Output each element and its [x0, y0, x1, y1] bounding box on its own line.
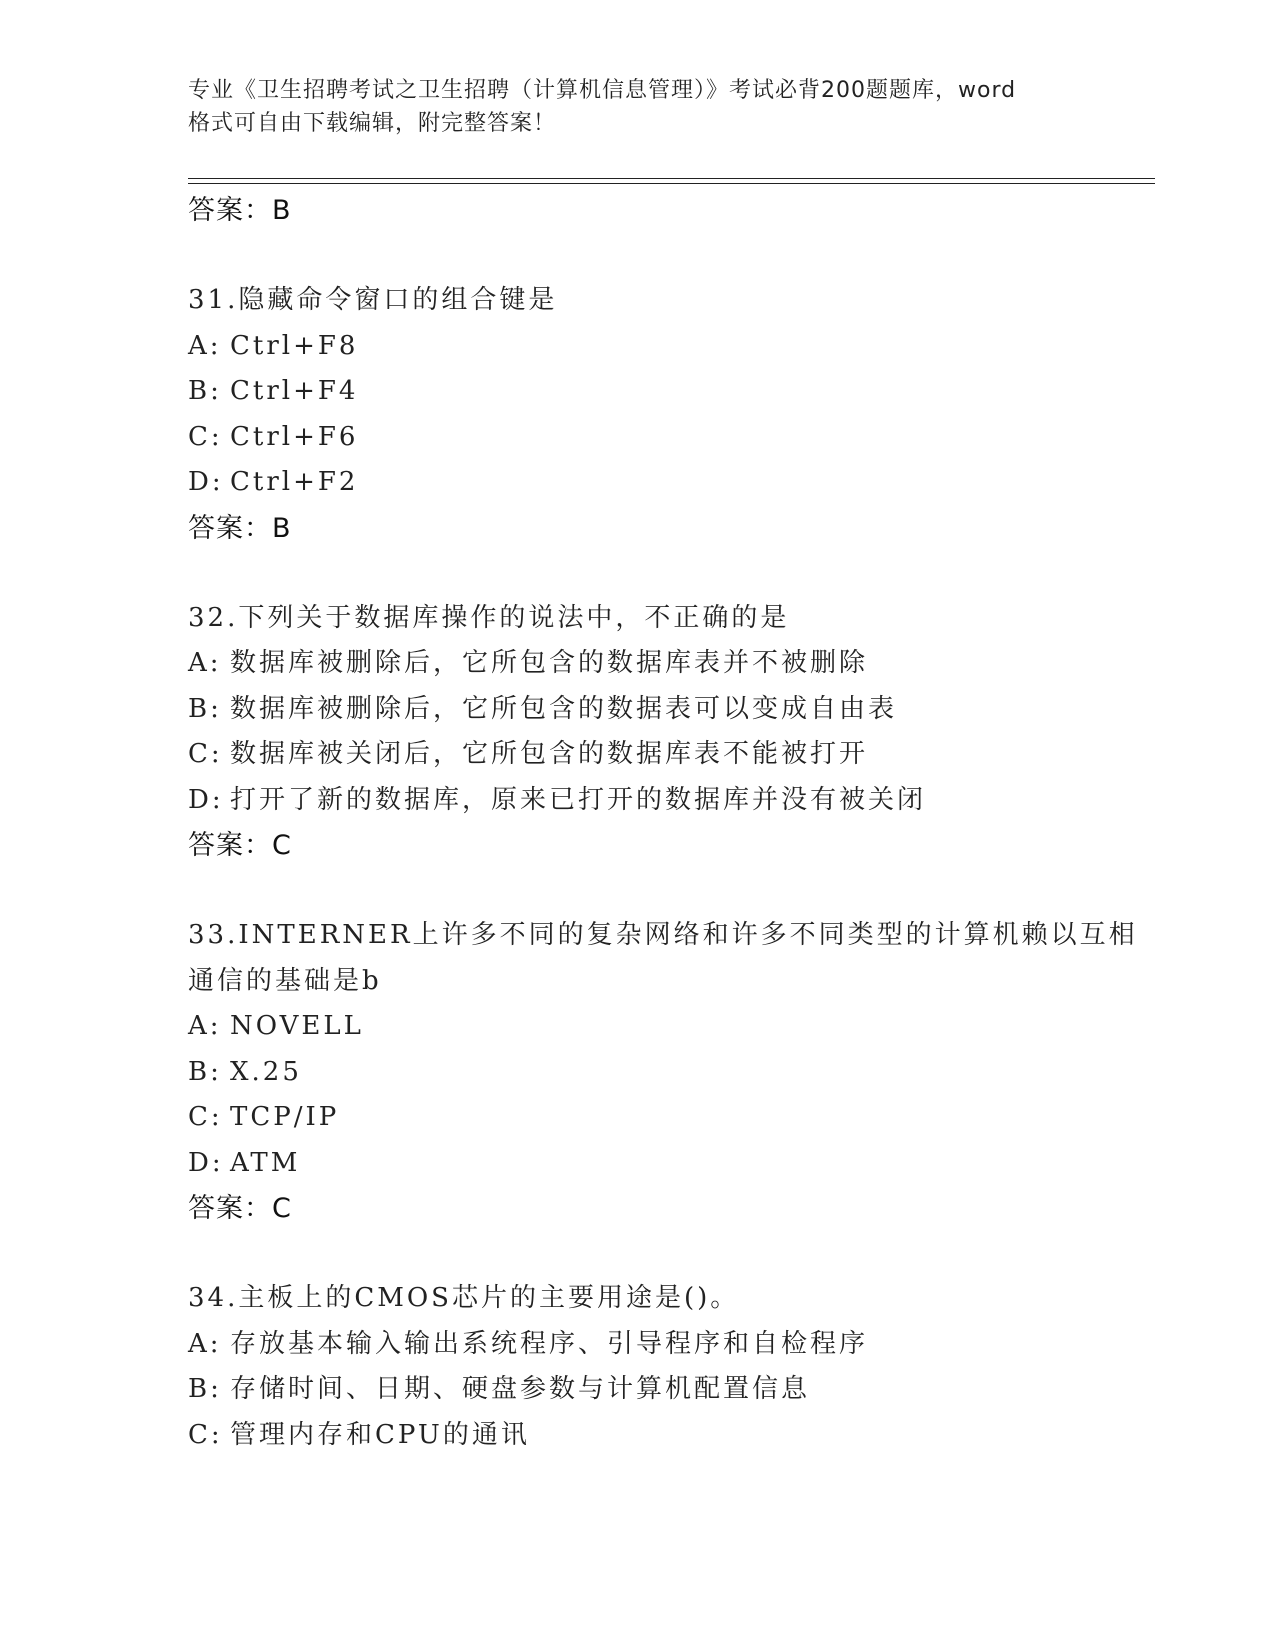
option-key: A: [188, 1328, 222, 1359]
option-b [188, 369, 1148, 415]
answer-label: 答案：B [188, 512, 292, 544]
answer-label: 答案：C [188, 830, 292, 861]
option-text: 数据库被删除后，它所包含的数据库表并不被删除 [230, 648, 869, 678]
spacer [188, 552, 1148, 596]
question-stem: 34.主板上的CMOS芯片的主要用途是()。 [188, 1283, 740, 1313]
option-text: 数据库被删除后，它所包含的数据表可以变成自由表 [230, 693, 898, 724]
option-text: Ctrl+F2 [230, 467, 359, 497]
option-key: D: [188, 467, 224, 497]
option-a [188, 324, 1148, 370]
option-a [188, 1322, 1148, 1368]
option-text: NOVELL [230, 1011, 364, 1041]
option-d [188, 1141, 1148, 1187]
spacer [188, 869, 1148, 913]
option-c [188, 1413, 1148, 1459]
question-stem: 33.INTERNER上许多不同的复杂网络和许多不同类型的计算机赖以互相 [188, 920, 1138, 950]
question-stem: 31.隐藏命令窗口的组合键是 [188, 285, 558, 315]
answer-label: 答案：B [188, 195, 292, 226]
option-text: 存放基本输入输出系统程序、引导程序和自检程序 [230, 1328, 869, 1359]
document-header [188, 74, 1088, 140]
question-list [188, 188, 1148, 1458]
option-key: B: [188, 1056, 222, 1087]
option-key: B: [188, 1374, 222, 1404]
spacer [188, 1232, 1148, 1276]
option-key: D: [188, 784, 224, 815]
option-key: C: [188, 421, 223, 452]
option-key: C: [188, 739, 223, 769]
option-text: ATM [230, 1147, 301, 1178]
header-rule-bottom [188, 183, 1155, 184]
option-key: B: [188, 693, 222, 724]
answer-label: 答案：C [188, 1193, 292, 1224]
option-text: 数据库被关闭后，它所包含的数据库表不能被打开 [230, 739, 869, 769]
option-c [188, 1095, 1148, 1141]
option-c [188, 415, 1148, 461]
option-c [188, 732, 1148, 778]
option-text: 存储时间、日期、硬盘参数与计算机配置信息 [230, 1374, 811, 1404]
option-d [188, 778, 1148, 824]
question-block [188, 278, 1148, 552]
option-text: X.25 [230, 1056, 302, 1087]
option-d [188, 460, 1148, 506]
option-text: Ctrl+F4 [230, 376, 359, 406]
question-block [188, 913, 1148, 1232]
option-text: Ctrl+F6 [230, 421, 359, 452]
option-key: A: [188, 1011, 222, 1041]
option-b [188, 687, 1148, 733]
option-text: TCP/IP [230, 1102, 340, 1132]
question-block [188, 1276, 1148, 1458]
question-block [188, 596, 1148, 870]
option-a [188, 641, 1148, 687]
option-b [188, 1367, 1148, 1413]
header-rule-top [188, 178, 1155, 179]
option-key: C: [188, 1419, 223, 1450]
option-key: D: [188, 1147, 224, 1178]
option-key: A: [188, 330, 222, 361]
option-key: A: [188, 648, 222, 678]
option-text: 打开了新的数据库，原来已打开的数据库并没有被关闭 [230, 784, 927, 815]
option-b [188, 1050, 1148, 1096]
header-line-1: 专业《卫生招聘考试之卫生招聘（计算机信息管理）》考试必背200题题库，word [188, 78, 1017, 103]
option-text: 管理内存和CPU的通讯 [230, 1419, 530, 1450]
option-key: B: [188, 376, 222, 406]
question-stem: 32.下列关于数据库操作的说法中，不正确的是 [188, 602, 790, 633]
option-a [188, 1004, 1148, 1050]
option-key: C: [188, 1102, 223, 1132]
spacer [188, 234, 1148, 278]
header-line-2: 格式可自由下载编辑，附完整答案！ [188, 111, 557, 136]
option-text: Ctrl+F8 [230, 330, 359, 361]
question-stem-continued: 通信的基础是b [188, 965, 382, 996]
